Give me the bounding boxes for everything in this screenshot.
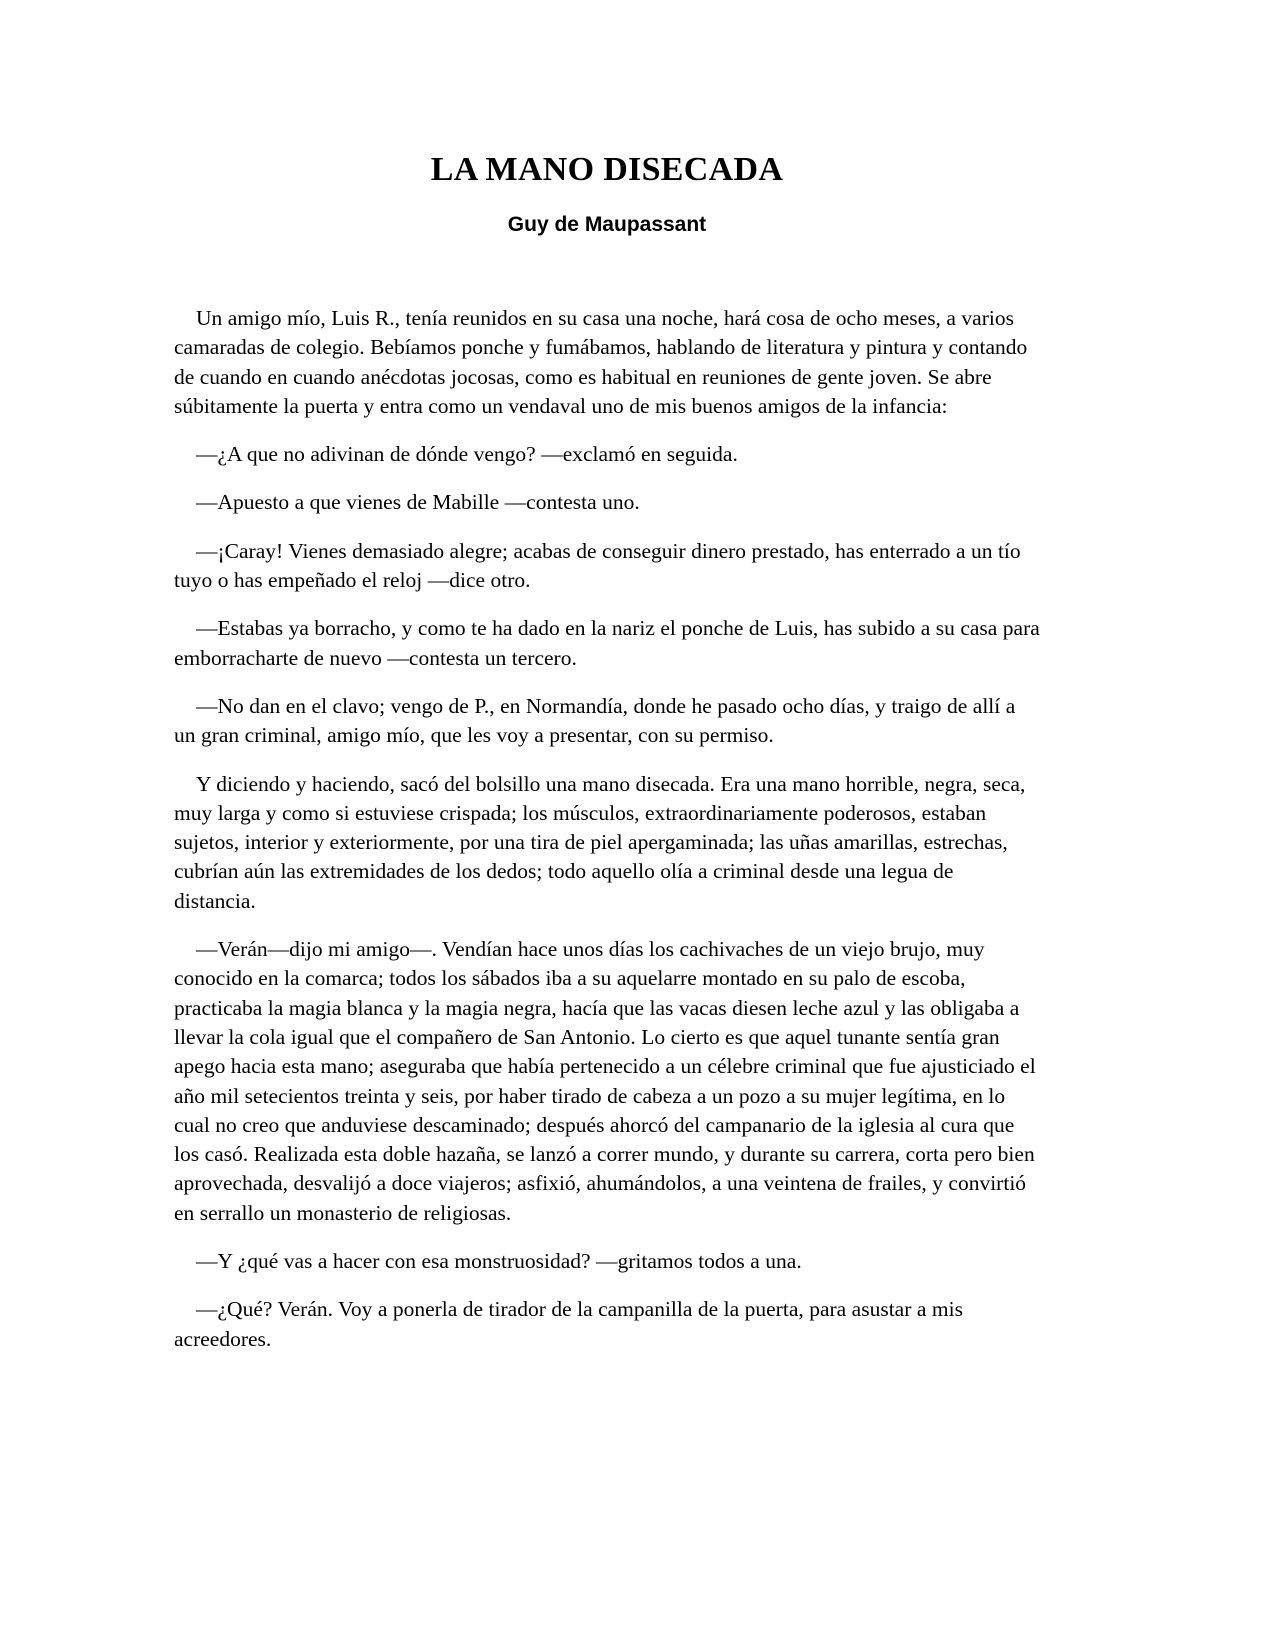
dialogue-paragraph: —Estabas ya borracho, y como te ha dado en la nariz el ponche de Luis, has subido a su casa para emborracharte de nuevo —contesta un tercero. (174, 616, 1040, 670)
dialogue-paragraph: —¡Caray! Vienes demasiado alegre; acabas de conseguir dinero prestado, has enterrado a un tío tuyo o has empeñado el reloj —dice otro. (174, 538, 1021, 593)
author-byline: Guy de Maupassant (507, 213, 707, 236)
dialogue-paragraph: —No dan en el clavo; vengo de P., en Normandía, donde he pasado ocho días, y traigo de allí a un gran criminal, amigo mío, que les voy a presentar, con su permiso. (174, 693, 1016, 748)
dialogue-paragraph: —Apuesto a que vienes de Mabille —contesta uno. (196, 490, 640, 515)
body-text (174, 238, 1040, 1354)
page-content (174, 0, 1040, 1354)
dialogue-paragraph: —¿A que no adivinan de dónde vengo? —exclamó en seguida. (196, 442, 738, 467)
page-title: LA MANO DISECADA (430, 151, 784, 188)
dialogue-paragraph: —¿Qué? Verán. Voy a ponerla de tirador de la campanilla de la puerta, para asustar a mis acreedores. (174, 1297, 963, 1351)
dialogue-paragraph: —Y ¿qué vas a hacer con esa monstruosidad? —gritamos todos a una. (196, 1249, 802, 1274)
narrative-paragraph: Un amigo mío, Luis R., tenía reunidos en su casa una noche, hará cosa de ocho meses, a varios camaradas de colegio. Bebíamos ponche y fumábamos, hablando de literatura y pintura y contando de cuando en cuando anécdotas jocosas, como es habitual en reuniones de gente joven. Se abre súbitamente la puerta y entra como un vendaval uno de mis buenos amigos de la infancia: (174, 306, 1028, 418)
narrative-paragraph: Y diciendo y haciendo, sacó del bolsillo una mano disecada. Era una mano horrible, negra, seca, muy larga y como si estuviese crispada; los músculos, extraordinariamente poderosos, estaban sujetos, interior y exteriormente, por una tira de piel apergaminada; las uñas amarillas, estrechas, cubrían aún las extremidades de los dedos; todo aquello olía a criminal desde una legua de distancia. (174, 771, 1026, 913)
dialogue-paragraph: —Verán—dijo mi amigo—. Vendían hace unos días los cachivaches de un viejo brujo, muy conocido en la comarca; todos los sábados iba a su aquelarre montado en su palo de escoba, practicaba la magia blanca y la magia negra, hacía que las vacas diesen leche azul y las obligaba a llevar la cola igual que el compañero de San Antonio. Lo cierto es que aquel tunante sentía gran apego hacia esta mano; aseguraba que había pertenecido a un célebre criminal que fue ajusticiado el año mil setecientos treinta y seis, por haber tirado de cabeza a un pozo a su mujer legítima, en lo cual no creo que anduviese descaminado; después ahorcó del campanario de la iglesia al cura que los casó. Realizada esta doble hazaña, se lanzó a correr mundo, y durante su carrera, corta pero bien aprovechada, desvalijó a doce viajeros; asfixió, ahumándolos, a una veintena de frailes, y convirtió en serrallo un monasterio de religiosas. (174, 937, 1036, 1225)
